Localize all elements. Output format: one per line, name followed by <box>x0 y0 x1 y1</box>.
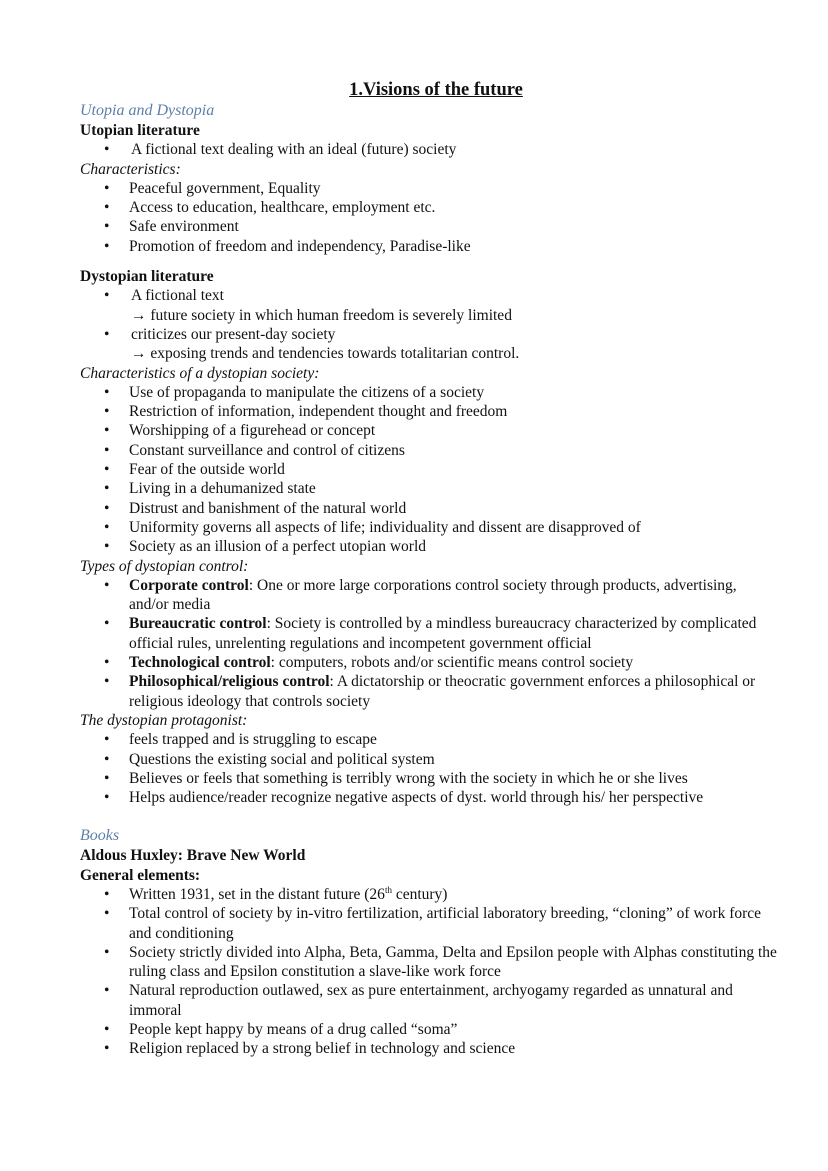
control-term: Philosophical/religious control <box>129 673 330 691</box>
spacer <box>80 807 780 826</box>
utopian-heading: Utopian literature <box>80 122 200 139</box>
control-term: Bureaucratic control <box>129 615 267 633</box>
element-text: century) <box>391 885 448 903</box>
definition-text: criticizes our present-day society <box>131 325 336 343</box>
dystopian-characteristics-heading: Characteristics of a dystopian society: <box>80 364 320 382</box>
list-item: • Worshipping of a figurehead or concept <box>80 421 780 440</box>
list-item: • Total control of society by in-vitro fertilization, artificial laboratory breeding, “cloning” of work force and conditioning <box>80 904 780 943</box>
arrow-note: → future society in which human freedom is severely limited <box>131 306 512 324</box>
protagonist-list <box>80 730 780 807</box>
list-item <box>80 885 780 904</box>
book-title: Aldous Huxley: Brave New World <box>80 847 306 865</box>
control-description: : One or more large corporations control society through products, advertising, and/or media <box>129 576 737 614</box>
control-types-heading: Types of dystopian control: <box>80 557 249 575</box>
list-item: • Peaceful government, Equality <box>80 179 780 198</box>
list-item: • Constant surveillance and control of citizens <box>80 441 780 460</box>
list-item: • People kept happy by means of a drug called “soma” <box>80 1020 780 1039</box>
list-item: • A fictional text dealing with an ideal (future) society <box>80 140 780 159</box>
list-item: • feels trapped and is struggling to escape <box>80 730 780 749</box>
list-item <box>80 653 780 672</box>
list-item: • Use of propaganda to manipulate the citizens of a society <box>80 383 780 402</box>
list-item <box>80 576 780 615</box>
document-page <box>80 79 780 1059</box>
section-heading-books: Books <box>80 827 120 845</box>
dystopian-heading: Dystopian literature <box>80 268 214 286</box>
list-item <box>80 325 780 344</box>
list-item <box>80 286 780 305</box>
dystopian-definition-list <box>80 286 780 305</box>
utopian-definition-list <box>80 140 780 159</box>
list-item: • Society strictly divided into Alpha, Beta, Gamma, Delta and Epsilon people with Alphas constituting the ruling class and Epsilon constitution a slave-like work force <box>80 943 780 982</box>
list-item: • Believes or feels that something is terribly wrong with the society in which he or she lives <box>80 769 780 788</box>
definition-text: A fictional text <box>131 287 224 305</box>
list-item: • Uniformity governs all aspects of life; individuality and dissent are disapproved of <box>80 518 780 537</box>
list-item: • Helps audience/reader recognize negative aspects of dyst. world through his/ her perspective <box>80 788 780 807</box>
ordinal-suffix: th <box>384 884 392 895</box>
list-item: • Promotion of freedom and independency, Paradise-like <box>80 237 780 256</box>
list-item <box>80 672 780 711</box>
control-description: : computers, robots and/or scientific means control society <box>270 654 634 672</box>
element-text: Written 1931, set in the distant future (26 <box>129 885 385 903</box>
control-term: Corporate control <box>129 576 249 594</box>
list-item: • Questions the existing social and political system <box>80 750 780 769</box>
control-types-list <box>80 576 780 711</box>
list-item <box>80 614 780 653</box>
list-item: • Society as an illusion of a perfect utopian world <box>80 537 780 556</box>
section-heading-utopia-dystopia: Utopia and Dystopia <box>80 102 215 119</box>
utopian-characteristics-heading: Characteristics: <box>80 160 181 178</box>
dystopian-characteristics-list <box>80 383 780 557</box>
protagonist-heading: The dystopian protagonist: <box>80 711 248 729</box>
list-item: • Access to education, healthcare, employment etc. <box>80 198 780 217</box>
list-item: • Religion replaced by a strong belief in technology and science <box>80 1039 780 1058</box>
list-item: • Distrust and banishment of the natural world <box>80 499 780 518</box>
general-elements-list <box>80 885 780 1059</box>
control-description: : Society is controlled by a mindless bureaucracy characterized by complicated official rules, unrelenting regulations and incompetent government official <box>129 615 757 652</box>
page-title: 1.Visions of the future <box>349 80 523 100</box>
arrow-note: → exposing trends and tendencies towards totalitarian control. <box>131 345 520 363</box>
list-item: • Living in a dehumanized state <box>80 479 780 498</box>
list-item: • Restriction of information, independent thought and freedom <box>80 402 780 421</box>
list-item: • Safe environment <box>80 217 780 236</box>
list-item: • Natural reproduction outlawed, sex as pure entertainment, archyogamy regarded as unnatural and immoral <box>80 981 780 1020</box>
control-term: Technological control <box>129 654 271 672</box>
control-description: : A dictatorship or theocratic government enforces a philosophical or religious ideology that controls society <box>129 673 756 710</box>
utopian-characteristics-list <box>80 179 780 256</box>
dystopian-definition-list-2 <box>80 325 780 344</box>
general-elements-heading: General elements: <box>80 866 201 884</box>
spacer <box>80 256 780 267</box>
list-item: • Fear of the outside world <box>80 460 780 479</box>
